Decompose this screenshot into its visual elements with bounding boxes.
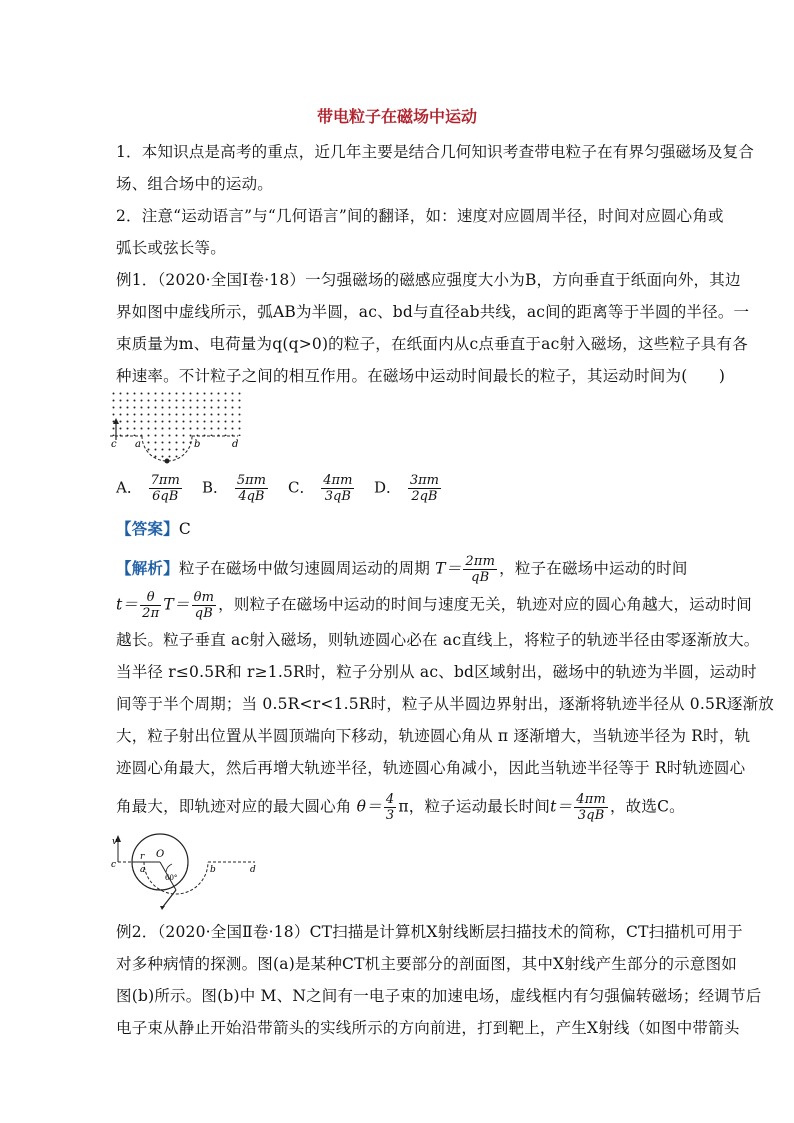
analysis-l1-fden: qB: [471, 570, 490, 585]
option-c-den: 3qB: [324, 489, 351, 504]
analysis-label: 【解析】: [116, 558, 179, 578]
analysis-l8-fden: 3: [385, 808, 395, 823]
intro-p2-line1: 2．注意“运动语言”与“几何语言”间的翻译，如：速度对应圆周半径，时间对应圆心角或: [116, 207, 724, 225]
analysis-l1a: 粒子在磁场中做匀速圆周运动的周期: [178, 559, 431, 578]
example1-line3: 束质量为m、电荷量为q(q>0)的粒子，在纸面内从c点垂直于ac射入磁场，这些粒子具有各: [116, 335, 748, 353]
option-b: [202, 473, 270, 504]
option-c: [288, 473, 356, 504]
example2-line2: 对多种病情的探测。图(a)是某种CT机主要部分的剖面图，其中X射线产生部分的示意图如: [116, 955, 737, 973]
analysis-l8a: 角最大，即轨迹对应的最大圆心角: [116, 797, 352, 816]
example2-line3: 图(b)所示。图(b)中 M、N之间有一电子束的加速电场，虚线框内有匀强偏转磁场；经调节后: [116, 987, 762, 1005]
example1-line2: 界如图中虚线所示，弧AB为半圆，ac、bd与直径ab共线，ac间的距离等于半圆的半径。一: [116, 303, 750, 321]
analysis-l8-f2den: 3qB: [577, 808, 605, 823]
analysis-line6: 大，粒子射出位置从半圆顶端向下移动，轨迹圆心角从 π 逐渐增大，当轨迹半径为 R时，轨: [116, 727, 751, 745]
figure1-label-a: a: [135, 439, 141, 450]
intro-p1-line1: 1．本知识点是高考的重点，近几年主要是结合几何知识考查带电粒子在有界匀强磁场及复合: [116, 143, 755, 161]
figure2-label-d: d: [250, 865, 256, 875]
figure2-label-r: r: [140, 852, 145, 862]
analysis-l2-t: t＝: [116, 595, 139, 614]
analysis-line4: 当半径 r≤0.5R和 r≥1.5R时，粒子分别从 ac、bd区域射出，磁场中的轨迹为半圆，运动时: [116, 663, 757, 681]
analysis-l2-f1num: θ: [140, 590, 161, 606]
answer-label: 【答案】: [116, 519, 179, 538]
option-c-num: 4πm: [323, 473, 353, 488]
option-a: [116, 473, 184, 504]
analysis-l8-theta: θ＝: [356, 797, 382, 816]
example1-line1: 例1．（2020·全国Ⅰ卷·18）一匀强磁场的磁感应强度大小为B，方向垂直于纸面向外，其边: [116, 271, 741, 289]
option-a-num: 7πm: [150, 473, 180, 488]
example1-line4: 种速率。不计粒子之间的相互作用。在磁场中运动时间最长的粒子，其运动时间为( ): [116, 367, 726, 385]
analysis-l1b: ，粒子在磁场中运动的时间: [499, 559, 688, 578]
intro-p1-line2: 场、组合场中的运动。: [116, 175, 274, 193]
option-c-fraction: [321, 473, 354, 504]
option-d-letter: D．: [374, 478, 402, 497]
analysis-l8-f2num: 4πm: [576, 792, 606, 807]
option-d-den: 2qB: [411, 489, 438, 504]
page-title: 带电粒子在磁场中运动: [316, 107, 477, 126]
analysis-l2-fraction1: [140, 590, 161, 621]
analysis-l2-f2den: qB: [194, 606, 214, 621]
figure2-label-b: b: [210, 865, 216, 875]
figure2-label-v: v: [112, 837, 118, 847]
figure2-label-c: c: [111, 860, 117, 870]
analysis-l8c: ，故选C。: [609, 797, 685, 816]
analysis-l2-f1den: 2π: [142, 606, 160, 621]
figure2-label-O: O: [156, 849, 165, 860]
analysis-l8b: ，粒子运动最长时间: [408, 797, 551, 816]
analysis-l8-t: t＝: [550, 797, 573, 816]
analysis-line1: [116, 554, 688, 585]
analysis-l2-mid: T＝: [163, 595, 190, 614]
answer-value: C: [178, 520, 191, 538]
figure2-label-angle: 60°: [165, 874, 178, 882]
analysis-l2-fraction2: [192, 590, 217, 621]
option-c-letter: C．: [288, 478, 315, 497]
option-b-num: 5πm: [236, 473, 266, 488]
figure1-label-c: c: [111, 439, 117, 450]
analysis-l2-f2num: θm: [193, 590, 215, 605]
analysis-l8-pi: π: [398, 797, 409, 816]
analysis-line2: [116, 590, 752, 621]
analysis-l1-fraction: [463, 554, 497, 585]
figure1-label-b: b: [194, 439, 201, 450]
intro-p2-line2: 弧长或弦长等。: [116, 239, 226, 257]
option-a-fraction: [149, 473, 182, 504]
option-d: [374, 473, 443, 504]
analysis-l8-fnum: 4: [385, 792, 395, 807]
example2-line1: 例2．（2020·全国Ⅱ卷·18）CT扫描是计算机X射线断层扫描技术的简称，CT扫描机可用于: [116, 923, 743, 941]
analysis-l1-T: T＝: [435, 559, 462, 578]
figure2-label-a: a: [140, 865, 146, 875]
analysis-l2b: ，则粒子在磁场中运动的时间与速度无关，轨迹对应的圆心角越大，运动时间: [218, 595, 752, 614]
figure1-field-diagram: [110, 390, 245, 470]
option-a-letter: A．: [116, 478, 142, 497]
option-b-den: 4qB: [238, 489, 265, 504]
figure1-label-d: d: [232, 439, 239, 450]
analysis-line8: [116, 792, 685, 823]
option-b-fraction: [235, 473, 268, 504]
analysis-line5: 间等于半个周期；当 0.5R<r<1.5R时，粒子从半圆边界射出，逐渐将轨迹半径从 0.5R逐渐放: [116, 695, 775, 713]
analysis-line7: 迹圆心角最大，然后再增大轨迹半径，轨迹圆心角减小，因此当轨迹半径等于 R时轨迹圆心: [116, 759, 746, 777]
option-d-fraction: [408, 473, 441, 504]
analysis-l8-fraction2: [574, 792, 608, 823]
option-a-den: 6qB: [152, 489, 179, 504]
option-d-num: 3πm: [409, 473, 439, 488]
figure2-trajectory-diagram: [110, 832, 270, 910]
option-b-letter: B．: [202, 478, 229, 497]
analysis-l8-fraction1: [384, 792, 396, 823]
analysis-line3: 越长。粒子垂直 ac射入磁场，则轨迹圆心必在 ac直线上，将粒子的轨迹半径由零逐渐放大。: [116, 631, 760, 649]
example2-line4: 电子束从静止开始沿带箭头的实线所示的方向前进，打到靶上，产生X射线（如图中带箭头: [116, 1019, 740, 1037]
analysis-l1-fnum: 2πm: [465, 554, 496, 569]
answer-line: [116, 519, 656, 539]
